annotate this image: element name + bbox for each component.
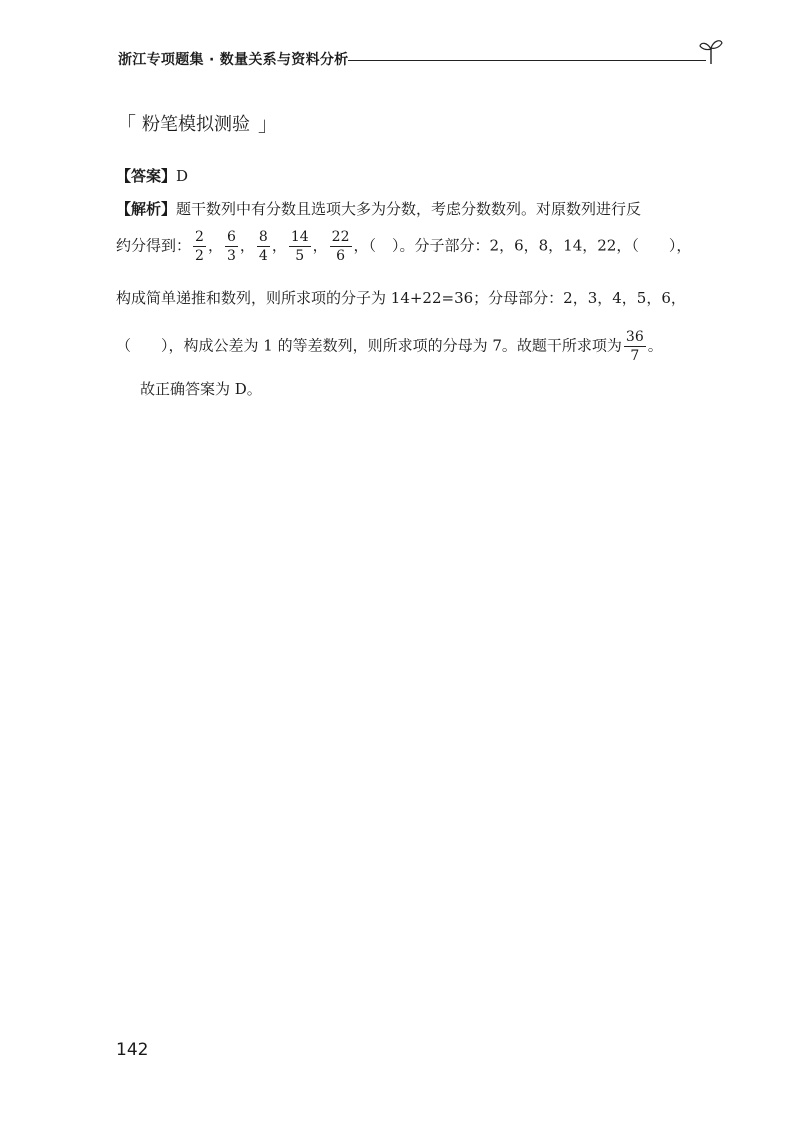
fraction: [257, 230, 270, 263]
fraction-numerator: 8: [258, 229, 268, 245]
fraction-numerator: 36: [625, 329, 644, 345]
fraction-denominator: 6: [336, 248, 346, 264]
analysis-line-2: [116, 230, 716, 263]
line4-prefix: （ ），构成公差为 1 的等差数列，则所求项的分母为 7。故题干所求项为: [116, 336, 622, 355]
fraction-numerator: 14: [290, 229, 309, 245]
line2-prefix: 约分得到：: [116, 236, 192, 255]
conclusion-text: 故正确答案为 D。: [140, 380, 262, 398]
fraction-denominator: 7: [630, 348, 640, 364]
analysis-line3-text: 构成简单递推和数列，则所求项的分子为 14+22=36；分母部分：2，3，4，5，6，: [116, 289, 686, 307]
page-header: [118, 46, 718, 70]
answer-value: D: [176, 167, 189, 185]
close-bracket: 」: [258, 112, 278, 136]
fraction: [225, 230, 238, 263]
blank-open: ，（: [353, 236, 377, 255]
blank-close: ）。: [392, 236, 415, 255]
separator: ，: [207, 236, 223, 255]
answer-line: [116, 164, 716, 188]
fraction: [330, 230, 352, 263]
fraction-numerator: 2: [195, 229, 204, 245]
conclusion-line: [140, 377, 740, 401]
analysis-line-1: [116, 197, 716, 221]
section-title: [116, 108, 278, 137]
header-title: 浙江专项题集 · 数量关系与资料分析: [118, 52, 349, 68]
answer-label: 【答案】: [116, 167, 177, 185]
separator: ，: [312, 236, 328, 255]
section-title-text: 粉笔模拟测验: [142, 113, 250, 135]
analysis-line1-text: 题干数列中有分数且选项大多为分数，考虑分数数列。对原数列进行反: [176, 200, 642, 218]
line4-suffix: 。: [647, 336, 663, 355]
analysis-line-4: [116, 330, 716, 363]
fraction-denominator: 3: [226, 248, 236, 264]
header-rule: [348, 60, 706, 61]
page-number: 142: [116, 1040, 149, 1060]
fraction: [193, 230, 206, 263]
final-fraction: [624, 330, 646, 363]
fraction-denominator: 4: [258, 248, 268, 264]
line2-suffix: 分子部分：2，6，8，14，22，（ ），: [414, 236, 692, 255]
sprout-icon: [698, 36, 724, 66]
open-bracket: 「: [116, 112, 136, 136]
separator: ，: [271, 236, 287, 255]
fraction: [289, 230, 311, 263]
fraction-numerator: 22: [331, 229, 350, 245]
separator: ，: [239, 236, 255, 255]
fraction-numerator: 6: [226, 229, 236, 245]
analysis-line-3: [116, 286, 716, 310]
analysis-label: 【解析】: [116, 200, 177, 218]
fraction-denominator: 2: [195, 248, 204, 264]
fraction-denominator: 5: [295, 248, 305, 264]
